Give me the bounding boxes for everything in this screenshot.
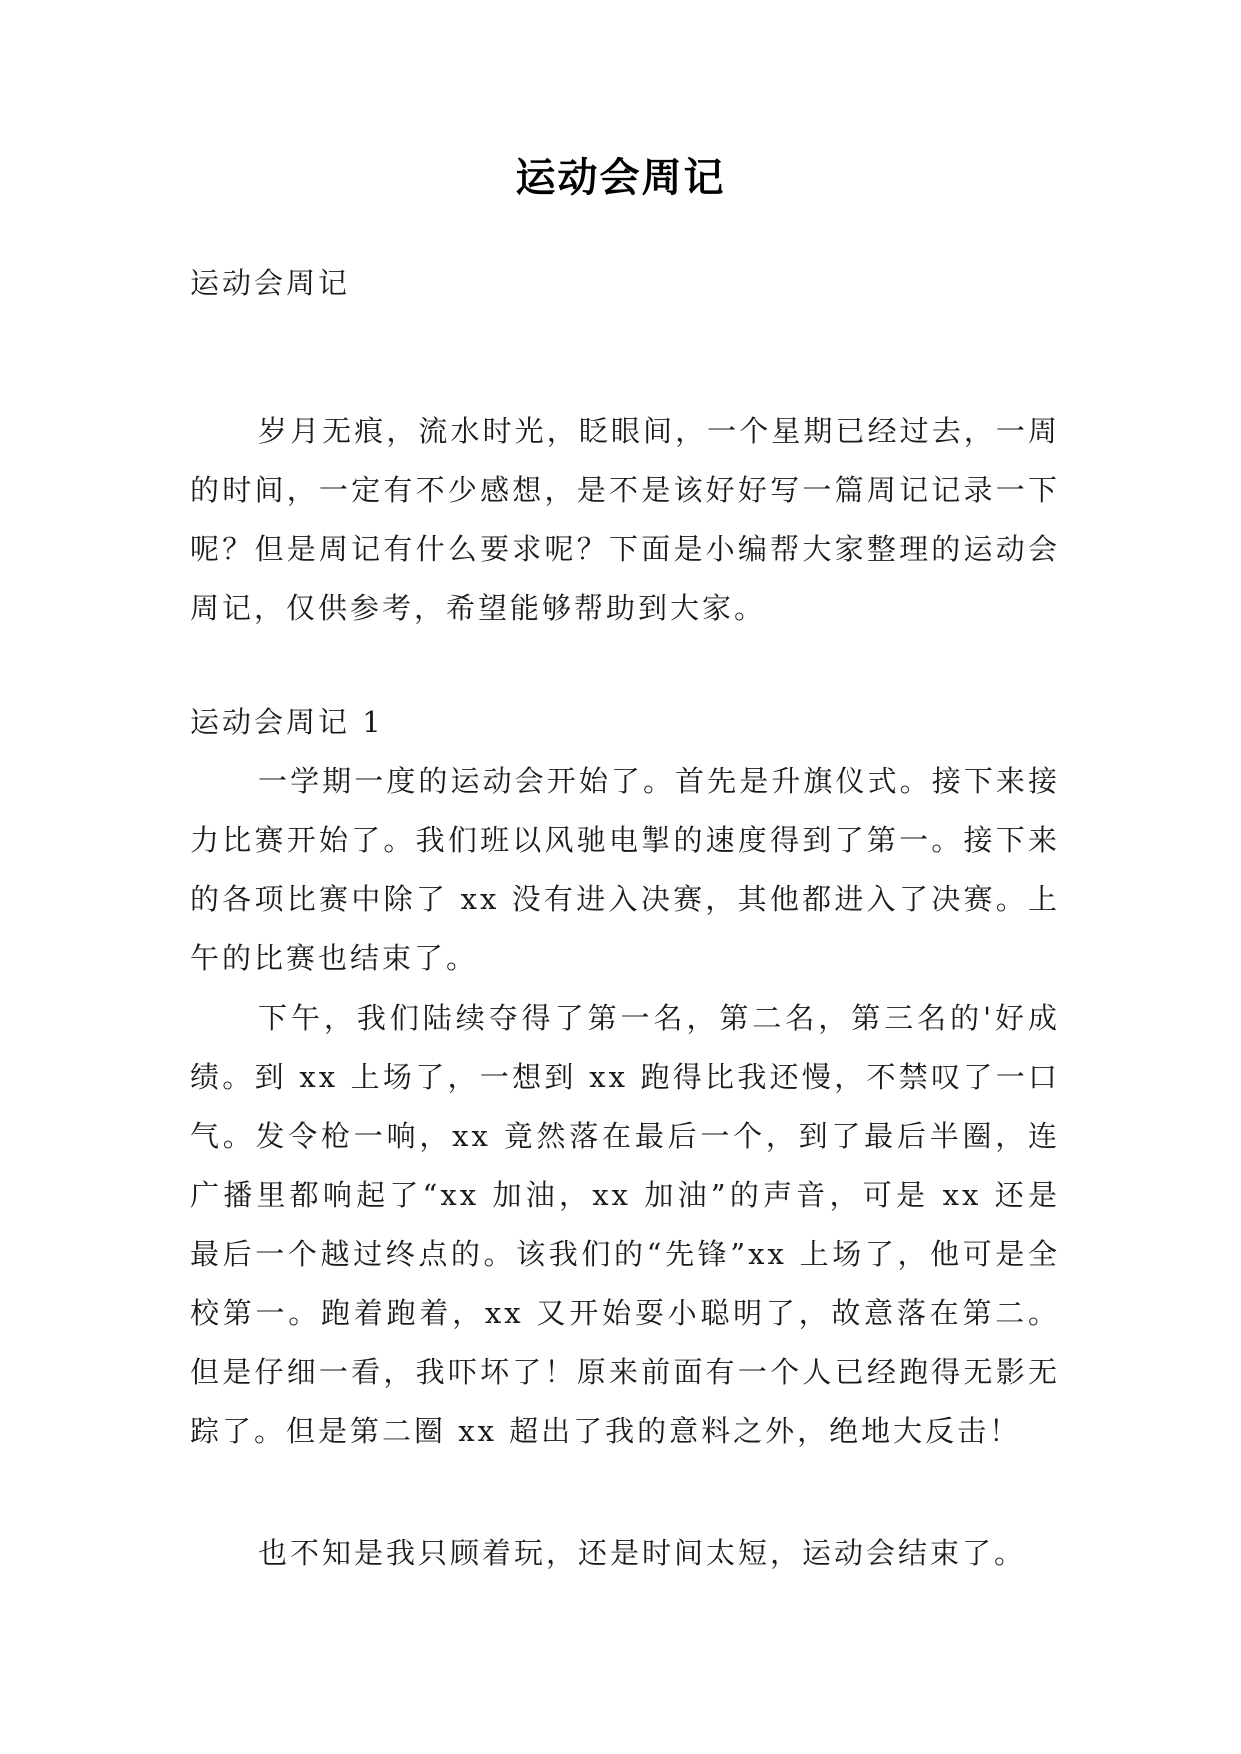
section-paragraph-3: 也不知是我只顾着玩，还是时间太短，运动会结束了。 [258,1536,1027,1570]
document-title: 运动会周记 [515,155,726,201]
section-heading: 运动会周记 1 [190,705,384,739]
intro-paragraph: 岁月无痕，流水时光，眨眼间，一个星期已经过去，一周的时间，一定有不少感想，是不是该好好写一篇周记记录一下呢？但是周记有什么要求呢？下面是小编帮大家整理的运动会周记，仅供参考，希望能够帮助到大家。 [190,414,1060,625]
document-subtitle: 运动会周记 [190,266,351,300]
section-paragraph-1: 一学期一度的运动会开始了。首先是升旗仪式。接下来接力比赛开始了。我们班以风驰电掣的速度得到了第一。接下来的各项比赛中除了 xx 没有进入决赛，其他都进入了决赛。上午的比赛也结束了。 [190,764,1060,975]
section-paragraph-2: 下午，我们陆续夺得了第一名，第二名，第三名的'好成绩。到 xx 上场了，一想到 xx 跑得比我还慢，不禁叹了一口气。发令枪一响，xx 竟然落在最后一个，到了最后半圈，连广播里都响起了“xx 加油，xx 加油”的声音，可是 xx 还是最后一个越过终点的。该我们的“先锋”xx 上场了，他可是全校第一。跑着跑着，xx 又开始耍小聪明了，故意落在第二。但是仔细一看，我吓坏了！原来前面有一个人已经跑得无影无踪了。但是第二圈 xx 超出了我的意料之外，绝地大反击！ [190,1001,1060,1448]
